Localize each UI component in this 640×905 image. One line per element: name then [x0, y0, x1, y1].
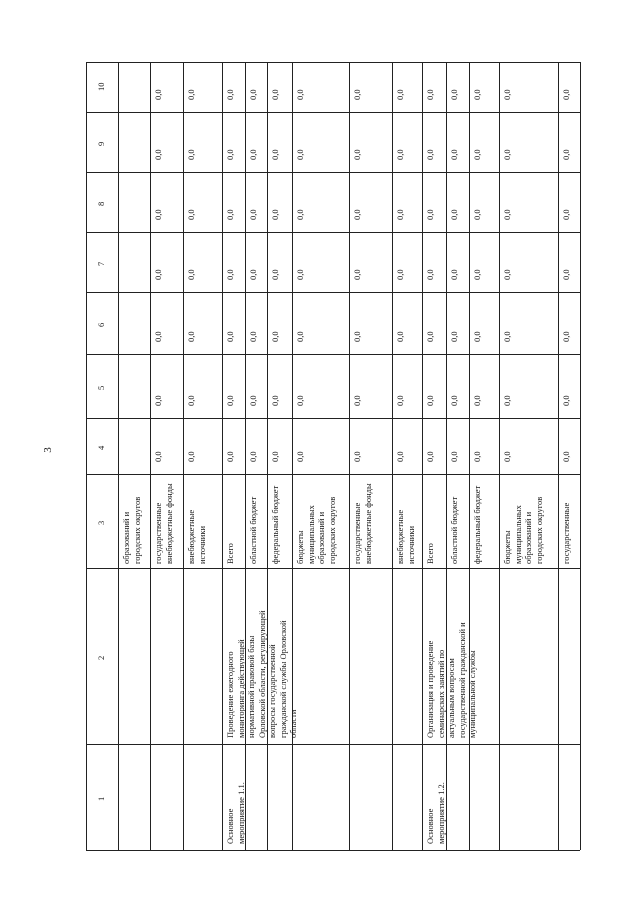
- row-10-col5: 0,0: [449, 395, 459, 406]
- row-11-col4: 0,0: [472, 451, 482, 462]
- row-6-col6: 0,0: [295, 331, 305, 342]
- row-6-col4: 0,0: [295, 451, 305, 462]
- row-4-col8: 0,0: [248, 209, 258, 220]
- row-2-col3: внебюджетные источники: [186, 509, 207, 564]
- row-9-col3: Всего: [425, 543, 435, 564]
- row-3-col6: 0,0: [225, 331, 235, 342]
- row-7-col10: 0,0: [352, 89, 362, 100]
- row-5-col5: 0,0: [270, 395, 280, 406]
- row-12-col10: 0,0: [502, 89, 512, 100]
- column-header-7: 7: [96, 261, 106, 266]
- row-13-col10: 0,0: [561, 89, 571, 100]
- row-3-col8: 0,0: [225, 209, 235, 220]
- row-9-col8: 0,0: [425, 209, 435, 220]
- row-10-col9: 0,0: [449, 149, 459, 160]
- row-12-col6: 0,0: [502, 331, 512, 342]
- row-7-col6: 0,0: [352, 331, 362, 342]
- row-boundary: [558, 62, 559, 850]
- row-12-col7: 0,0: [502, 269, 512, 280]
- row-8-col10: 0,0: [395, 89, 405, 100]
- row-7-col8: 0,0: [352, 209, 362, 220]
- row-3-col4: 0,0: [225, 451, 235, 462]
- row-5-col6: 0,0: [270, 331, 280, 342]
- row-6-col9: 0,0: [295, 149, 305, 160]
- row-11-col6: 0,0: [472, 331, 482, 342]
- row-2-col6: 0,0: [186, 331, 196, 342]
- column-header-2: 2: [96, 655, 106, 660]
- column-boundary: [86, 568, 580, 569]
- row-1-col8: 0,0: [153, 209, 163, 220]
- row-5-col3: федеральный бюджет: [270, 485, 280, 564]
- row-2-col7: 0,0: [186, 269, 196, 280]
- row-3-col1: Основное мероприятие 1.1.: [225, 782, 246, 844]
- column-boundary: [86, 112, 580, 113]
- column-header-6: 6: [96, 322, 106, 327]
- row-5-col10: 0,0: [270, 89, 280, 100]
- page-number: 3: [42, 447, 54, 453]
- row-8-col7: 0,0: [395, 269, 405, 280]
- row-boundary: [499, 62, 500, 850]
- row-10-col6: 0,0: [449, 331, 459, 342]
- row-5-col8: 0,0: [270, 209, 280, 220]
- row-13-col7: 0,0: [561, 269, 571, 280]
- column-header-8: 8: [96, 201, 106, 206]
- row-11-col8: 0,0: [472, 209, 482, 220]
- column-header-4: 4: [96, 445, 106, 450]
- row-9-col7: 0,0: [425, 269, 435, 280]
- row-11-col9: 0,0: [472, 149, 482, 160]
- row-4-col5: 0,0: [248, 395, 258, 406]
- column-boundary: [86, 172, 580, 173]
- row-1-col9: 0,0: [153, 149, 163, 160]
- row-boundary: [183, 62, 184, 850]
- row-6-col8: 0,0: [295, 209, 305, 220]
- row-13-col9: 0,0: [561, 149, 571, 160]
- column-header-3: 3: [96, 520, 106, 525]
- row-7-col5: 0,0: [352, 395, 362, 406]
- row-0-col3: образований и городских округов: [121, 496, 142, 564]
- row-12-col8: 0,0: [502, 209, 512, 220]
- column-header-10: 10: [96, 82, 106, 91]
- row-8-col4: 0,0: [395, 451, 405, 462]
- row-boundary: [222, 62, 223, 850]
- column-boundary: [86, 850, 580, 851]
- row-1-col4: 0,0: [153, 451, 163, 462]
- row-13-col8: 0,0: [561, 209, 571, 220]
- row-6-col10: 0,0: [295, 89, 305, 100]
- row-boundary: [392, 62, 393, 850]
- row-6-col7: 0,0: [295, 269, 305, 280]
- row-12-col5: 0,0: [502, 395, 512, 406]
- row-9-col5: 0,0: [425, 395, 435, 406]
- row-10-col10: 0,0: [449, 89, 459, 100]
- row-4-col6: 0,0: [248, 331, 258, 342]
- row-11-col7: 0,0: [472, 269, 482, 280]
- row-2-col8: 0,0: [186, 209, 196, 220]
- row-1-col5: 0,0: [153, 395, 163, 406]
- row-3-col3: Всего: [225, 543, 235, 564]
- column-header-1: 1: [96, 796, 106, 801]
- row-12-col3: бюджеты муниципальных образований и городских округов: [502, 496, 544, 564]
- row-3-col2: Проведение ежегодного мониторинга действующей нормативной правовой базы Орловской области, регулирующей вопросы государственной гражданской службы Орловской области: [225, 610, 298, 738]
- row-9-col4: 0,0: [425, 451, 435, 462]
- row-8-col5: 0,0: [395, 395, 405, 406]
- column-header-9: 9: [96, 141, 106, 146]
- row-7-col4: 0,0: [352, 451, 362, 462]
- row-11-col10: 0,0: [472, 89, 482, 100]
- row-2-col9: 0,0: [186, 149, 196, 160]
- row-9-col6: 0,0: [425, 331, 435, 342]
- row-13-col3: государственные: [561, 502, 571, 564]
- row-5-col7: 0,0: [270, 269, 280, 280]
- row-12-col4: 0,0: [502, 451, 512, 462]
- row-10-col4: 0,0: [449, 451, 459, 462]
- row-3-col5: 0,0: [225, 395, 235, 406]
- row-10-col7: 0,0: [449, 269, 459, 280]
- row-4-col3: областной бюджет: [248, 496, 258, 564]
- row-9-col10: 0,0: [425, 89, 435, 100]
- row-3-col10: 0,0: [225, 89, 235, 100]
- row-4-col7: 0,0: [248, 269, 258, 280]
- row-boundary: [349, 62, 350, 850]
- row-boundary: [150, 62, 151, 850]
- column-boundary: [86, 744, 580, 745]
- row-3-col9: 0,0: [225, 149, 235, 160]
- row-8-col8: 0,0: [395, 209, 405, 220]
- row-2-col5: 0,0: [186, 395, 196, 406]
- row-4-col10: 0,0: [248, 89, 258, 100]
- row-7-col7: 0,0: [352, 269, 362, 280]
- row-8-col9: 0,0: [395, 149, 405, 160]
- row-9-col2: Организация и проведение семинарских занятий по актуальным вопросам государственной гражданской и муниципальной службы: [425, 622, 477, 738]
- row-4-col9: 0,0: [248, 149, 258, 160]
- row-1-col3: государственные внебюджетные фонды: [153, 483, 174, 564]
- row-2-col10: 0,0: [186, 89, 196, 100]
- row-2-col4: 0,0: [186, 451, 196, 462]
- row-13-col4: 0,0: [561, 451, 571, 462]
- row-1-col7: 0,0: [153, 269, 163, 280]
- row-9-col1: Основное мероприятие 1.2.: [425, 782, 446, 844]
- row-8-col6: 0,0: [395, 331, 405, 342]
- row-12-col9: 0,0: [502, 149, 512, 160]
- row-5-col4: 0,0: [270, 451, 280, 462]
- row-8-col3: внебюджетные источники: [395, 509, 416, 564]
- column-boundary: [86, 292, 580, 293]
- row-10-col8: 0,0: [449, 209, 459, 220]
- column-boundary: [86, 232, 580, 233]
- column-boundary: [86, 354, 580, 355]
- row-boundary: [118, 62, 119, 850]
- row-13-col6: 0,0: [561, 331, 571, 342]
- row-1-col10: 0,0: [153, 89, 163, 100]
- row-boundary: [86, 62, 87, 850]
- column-header-5: 5: [96, 385, 106, 390]
- row-4-col4: 0,0: [248, 451, 258, 462]
- row-10-col3: областной бюджет: [449, 496, 459, 564]
- row-9-col9: 0,0: [425, 149, 435, 160]
- column-boundary: [86, 418, 580, 419]
- column-boundary: [86, 62, 580, 63]
- row-6-col5: 0,0: [295, 395, 305, 406]
- row-7-col3: государственные внебюджетные фонды: [352, 483, 373, 564]
- row-1-col6: 0,0: [153, 331, 163, 342]
- row-7-col9: 0,0: [352, 149, 362, 160]
- row-boundary: [422, 62, 423, 850]
- row-11-col5: 0,0: [472, 395, 482, 406]
- row-6-col3: бюджеты муниципальных образований и городских округов: [295, 496, 337, 564]
- row-3-col7: 0,0: [225, 269, 235, 280]
- row-11-col3: федеральный бюджет: [472, 485, 482, 564]
- row-13-col5: 0,0: [561, 395, 571, 406]
- row-boundary: [580, 62, 581, 850]
- row-5-col9: 0,0: [270, 149, 280, 160]
